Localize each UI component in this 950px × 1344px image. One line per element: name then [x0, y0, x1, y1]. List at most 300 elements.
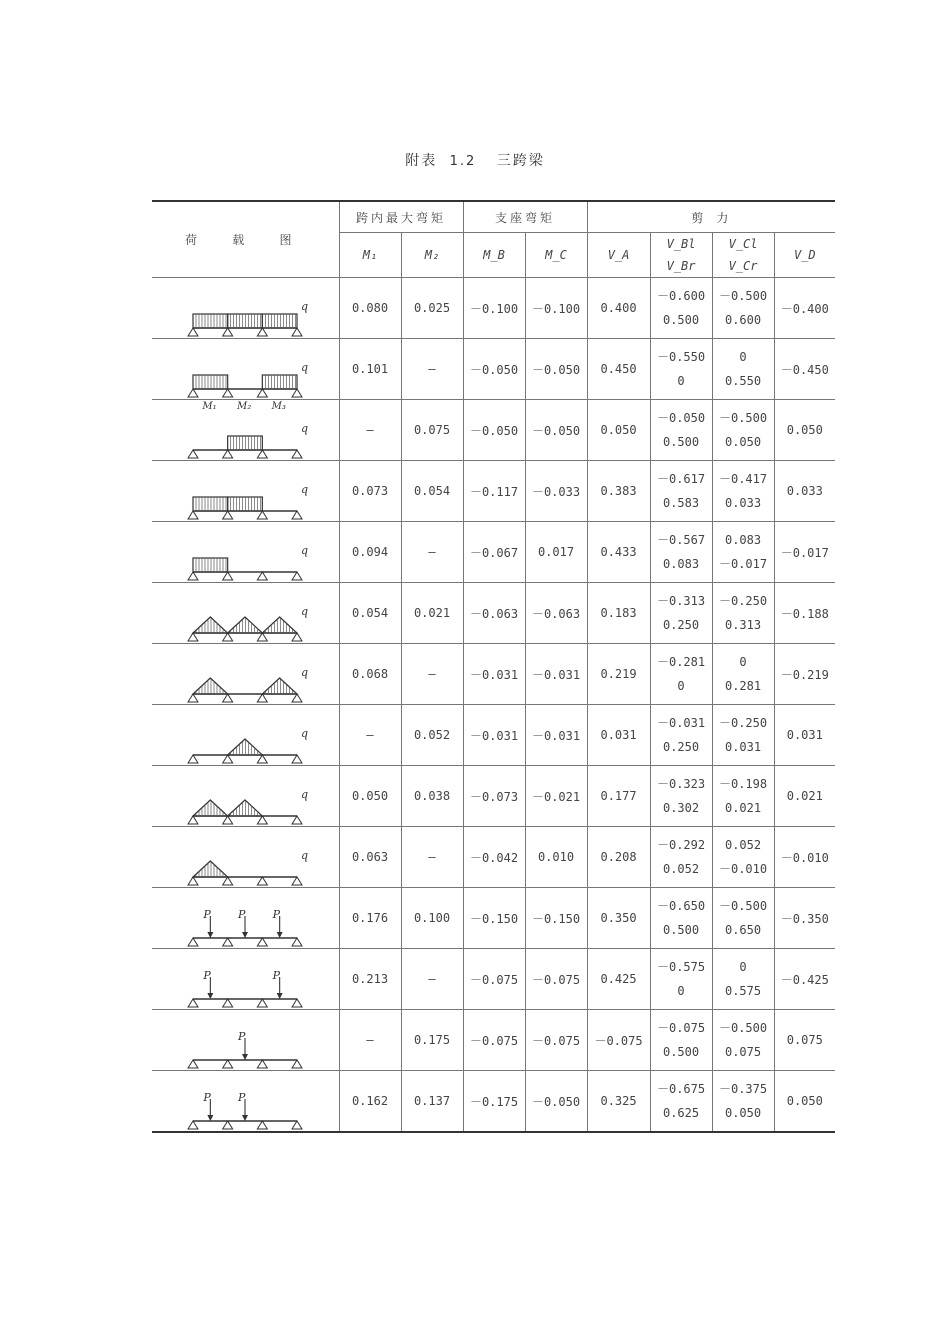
- triangular-load: [193, 617, 228, 633]
- uniform-load-block: [193, 375, 228, 389]
- table-row: [152, 583, 835, 644]
- cell-m2: —: [401, 339, 463, 400]
- support-icon: [188, 999, 198, 1007]
- header-vb-right: V_Br: [666, 259, 696, 273]
- cell-m2: 0.175: [401, 1010, 463, 1071]
- cell-vd: －0.219: [774, 644, 835, 705]
- cell-vc-left: 0: [739, 960, 747, 974]
- support-icon: [188, 1121, 198, 1129]
- load-diagram-cell: [152, 949, 339, 1010]
- cell-mc: －0.050: [525, 400, 587, 461]
- cell-vc: [712, 1071, 774, 1133]
- support-icon: [188, 877, 198, 885]
- cell-va: 0.177: [587, 766, 650, 827]
- support-icon: [292, 877, 302, 885]
- cell-vb: [650, 949, 712, 1010]
- support-icon: [188, 328, 198, 336]
- cell-mb: －0.150: [463, 888, 525, 949]
- support-icon: [223, 389, 233, 397]
- load-label-q: q: [301, 727, 309, 740]
- cell-vb-right: 0.250: [662, 740, 700, 754]
- load-diagram: [161, 644, 329, 704]
- cell-vc-right: －0.010: [718, 862, 768, 876]
- support-icon: [258, 755, 268, 763]
- cell-vb: [650, 888, 712, 949]
- table-row: [152, 1071, 835, 1133]
- load-diagram: [161, 888, 329, 948]
- cell-vc-left: －0.500: [718, 1021, 768, 1035]
- cell-vc: [712, 400, 774, 461]
- cell-vc-right: 0.031: [724, 740, 762, 754]
- cell-va: 0.400: [587, 278, 650, 339]
- cell-vb-right: 0.052: [662, 862, 700, 876]
- triangular-load: [228, 617, 263, 633]
- support-icon: [292, 450, 302, 458]
- cell-vc-left: －0.375: [718, 1082, 768, 1096]
- cell-vc-right: 0.650: [724, 923, 762, 937]
- cell-mb: －0.175: [463, 1071, 525, 1133]
- cell-mc: －0.100: [525, 278, 587, 339]
- cell-va: 0.219: [587, 644, 650, 705]
- cell-m1: —: [339, 400, 401, 461]
- table-row: [152, 949, 835, 1010]
- cell-m2: 0.021: [401, 583, 463, 644]
- load-diagram-cell: [152, 1071, 339, 1133]
- support-icon: [188, 755, 198, 763]
- cell-vd: 0.050: [774, 1071, 835, 1133]
- load-label-p: P: [238, 1091, 246, 1104]
- cell-vd: 0.033: [774, 461, 835, 522]
- cell-vb: [650, 644, 712, 705]
- load-diagram-cell: [152, 1010, 339, 1071]
- cell-vb-left: －0.281: [656, 655, 706, 669]
- cell-vc-right: 0.050: [724, 435, 762, 449]
- cell-mc: －0.033: [525, 461, 587, 522]
- support-icon: [188, 1060, 198, 1068]
- support-icon: [223, 633, 233, 641]
- load-label-q: q: [301, 849, 309, 862]
- cell-vb: [650, 400, 712, 461]
- support-icon: [292, 572, 302, 580]
- load-label-p: P: [272, 969, 281, 982]
- load-diagram-cell: [152, 827, 339, 888]
- header-mb: M_B: [463, 233, 525, 278]
- cell-vb-left: －0.031: [656, 716, 706, 730]
- cell-vd: －0.188: [774, 583, 835, 644]
- cell-vc: [712, 949, 774, 1010]
- table-row: [152, 827, 835, 888]
- title-number: 1.2: [449, 154, 477, 169]
- arrow-head-icon: [208, 1115, 214, 1121]
- table-row: [152, 1010, 835, 1071]
- cell-m1: 0.176: [339, 888, 401, 949]
- cell-m2: 0.137: [401, 1071, 463, 1133]
- triangular-load: [228, 800, 263, 816]
- title-name: 三跨梁: [496, 153, 545, 169]
- moment-label: M₂: [237, 401, 252, 412]
- cell-mc: －0.075: [525, 949, 587, 1010]
- uniform-load-block: [228, 497, 263, 511]
- cell-vb-left: －0.292: [656, 838, 706, 852]
- triangular-load: [263, 678, 298, 694]
- arrow-head-icon: [242, 1054, 248, 1060]
- support-icon: [292, 999, 302, 1007]
- cell-vb: [650, 278, 712, 339]
- load-diagram-cell: [152, 583, 339, 644]
- header-vb: [650, 233, 712, 278]
- cell-m1: 0.063: [339, 827, 401, 888]
- cell-vb-right: 0.500: [662, 313, 700, 327]
- cell-m1: 0.068: [339, 644, 401, 705]
- cell-m1: 0.094: [339, 522, 401, 583]
- support-icon: [188, 633, 198, 641]
- cell-vc-left: 0.052: [724, 838, 762, 852]
- support-icon: [292, 1121, 302, 1129]
- uniform-load-block: [228, 314, 263, 328]
- cell-mc: －0.031: [525, 705, 587, 766]
- moment-label: M₁: [202, 401, 217, 412]
- uniform-load-block: [263, 375, 298, 389]
- header-load-diagram: 荷 载 图: [152, 201, 339, 278]
- cell-mc: －0.031: [525, 644, 587, 705]
- load-diagram: [161, 1010, 329, 1070]
- cell-mb: －0.073: [463, 766, 525, 827]
- cell-vb-right: 0.500: [662, 435, 700, 449]
- support-icon: [188, 694, 198, 702]
- load-diagram: [161, 583, 329, 643]
- cell-mb: －0.031: [463, 644, 525, 705]
- cell-vb-left: －0.617: [656, 472, 706, 486]
- support-icon: [258, 328, 268, 336]
- cell-vb-left: －0.313: [656, 594, 706, 608]
- support-icon: [188, 816, 198, 824]
- load-diagram-cell: [152, 705, 339, 766]
- load-label-p: P: [203, 1091, 211, 1104]
- cell-m2: 0.025: [401, 278, 463, 339]
- table-row: [152, 644, 835, 705]
- cell-va: －0.075: [587, 1010, 650, 1071]
- arrow-head-icon: [242, 932, 248, 938]
- table-row: [152, 766, 835, 827]
- cell-vc-right: 0.281: [724, 679, 762, 693]
- support-icon: [223, 450, 233, 458]
- arrow-head-icon: [277, 993, 283, 999]
- cell-vb-right: 0.500: [662, 923, 700, 937]
- cell-mb: －0.063: [463, 583, 525, 644]
- header-vb-left: V_Bl: [666, 237, 696, 251]
- triangular-load: [193, 678, 228, 694]
- cell-m2: 0.052: [401, 705, 463, 766]
- support-icon: [223, 328, 233, 336]
- load-label-q: q: [301, 605, 309, 618]
- header-vc-left: V_Cl: [728, 237, 758, 251]
- cell-vc: [712, 705, 774, 766]
- load-diagram-cell: [152, 461, 339, 522]
- cell-vc: [712, 461, 774, 522]
- cell-vc-right: －0.017: [718, 557, 768, 571]
- support-icon: [258, 1060, 268, 1068]
- triangular-load: [193, 800, 228, 816]
- cell-mc: 0.017: [525, 522, 587, 583]
- arrow-head-icon: [277, 932, 283, 938]
- cell-vc-left: －0.198: [718, 777, 768, 791]
- load-diagram: [161, 949, 329, 1009]
- support-icon: [292, 816, 302, 824]
- load-diagram-cell: [152, 522, 339, 583]
- cell-vb-left: －0.567: [656, 533, 706, 547]
- cell-mb: －0.075: [463, 1010, 525, 1071]
- cell-vb: [650, 583, 712, 644]
- support-icon: [292, 755, 302, 763]
- cell-vc-left: －0.500: [718, 289, 768, 303]
- support-icon: [188, 572, 198, 580]
- header-mc: M_C: [525, 233, 587, 278]
- load-diagram: [161, 461, 329, 521]
- header-m2: M₂: [401, 233, 463, 278]
- cell-vb-right: 0.583: [662, 496, 700, 510]
- cell-va: 0.050: [587, 400, 650, 461]
- cell-vc-right: 0.313: [724, 618, 762, 632]
- support-icon: [258, 511, 268, 519]
- cell-vb-right: 0.302: [662, 801, 700, 815]
- cell-vd: 0.031: [774, 705, 835, 766]
- support-icon: [188, 938, 198, 946]
- load-diagram-cell: [152, 644, 339, 705]
- support-icon: [188, 389, 198, 397]
- support-icon: [223, 755, 233, 763]
- support-icon: [258, 816, 268, 824]
- triangular-load: [228, 739, 263, 755]
- cell-vc: [712, 644, 774, 705]
- table-row: [152, 705, 835, 766]
- cell-vb-left: －0.600: [656, 289, 706, 303]
- cell-m2: 0.075: [401, 400, 463, 461]
- support-icon: [258, 389, 268, 397]
- support-icon: [188, 511, 198, 519]
- cell-mb: －0.100: [463, 278, 525, 339]
- support-icon: [223, 1121, 233, 1129]
- load-label-q: q: [301, 300, 309, 313]
- uniform-load-block: [263, 314, 298, 328]
- uniform-load-block: [228, 436, 263, 450]
- cell-vc: [712, 888, 774, 949]
- header-vc: [712, 233, 774, 278]
- header-support-moment: 支座弯矩: [463, 201, 587, 233]
- arrow-head-icon: [242, 1115, 248, 1121]
- support-icon: [223, 877, 233, 885]
- cell-vb-right: 0: [677, 374, 685, 388]
- table-row: [152, 400, 835, 461]
- cell-mb: －0.042: [463, 827, 525, 888]
- cell-vc-right: 0.021: [724, 801, 762, 815]
- cell-vc: [712, 827, 774, 888]
- support-icon: [223, 511, 233, 519]
- cell-vc-left: －0.250: [718, 716, 768, 730]
- header-shear: 剪 力: [587, 201, 835, 233]
- cell-vb: [650, 705, 712, 766]
- support-icon: [223, 938, 233, 946]
- cell-vb-left: －0.323: [656, 777, 706, 791]
- cell-mb: －0.075: [463, 949, 525, 1010]
- cell-va: 0.433: [587, 522, 650, 583]
- arrow-head-icon: [208, 993, 214, 999]
- cell-vb-left: －0.650: [656, 899, 706, 913]
- cell-m2: 0.038: [401, 766, 463, 827]
- cell-va: 0.031: [587, 705, 650, 766]
- support-icon: [223, 1060, 233, 1068]
- cell-vb-right: 0.083: [662, 557, 700, 571]
- cell-mb: －0.117: [463, 461, 525, 522]
- cell-vc-right: 0.600: [724, 313, 762, 327]
- cell-va: 0.383: [587, 461, 650, 522]
- cell-vd: －0.350: [774, 888, 835, 949]
- load-diagram-cell: [152, 888, 339, 949]
- moment-label: M₃: [271, 401, 287, 412]
- cell-vb-left: －0.075: [656, 1021, 706, 1035]
- support-icon: [292, 328, 302, 336]
- support-icon: [292, 694, 302, 702]
- cell-vc-right: 0.575: [724, 984, 762, 998]
- load-label-q: q: [301, 544, 309, 557]
- support-icon: [258, 1121, 268, 1129]
- cell-vc: [712, 1010, 774, 1071]
- cell-m1: 0.162: [339, 1071, 401, 1133]
- cell-va: 0.350: [587, 888, 650, 949]
- cell-vc: [712, 278, 774, 339]
- load-diagram: [161, 278, 329, 338]
- uniform-load-block: [193, 558, 228, 572]
- cell-vb: [650, 827, 712, 888]
- cell-vb-right: 0: [677, 984, 685, 998]
- header-vc-right: V_Cr: [728, 259, 758, 273]
- cell-vb-right: 0.625: [662, 1106, 700, 1120]
- support-icon: [258, 633, 268, 641]
- load-diagram: [161, 522, 329, 582]
- cell-mc: －0.050: [525, 1071, 587, 1133]
- load-label-q: q: [301, 361, 309, 374]
- cell-mc: －0.075: [525, 1010, 587, 1071]
- cell-vc-left: 0: [739, 655, 747, 669]
- load-label-q: q: [301, 483, 309, 496]
- load-label-q: q: [301, 666, 309, 679]
- cell-vc: [712, 583, 774, 644]
- cell-va: 0.208: [587, 827, 650, 888]
- cell-m1: —: [339, 705, 401, 766]
- header-span-max-moment: 跨内最大弯矩: [339, 201, 463, 233]
- three-span-beam-table: [152, 200, 835, 1133]
- cell-vb: [650, 766, 712, 827]
- cell-m1: —: [339, 1010, 401, 1071]
- cell-vb: [650, 1010, 712, 1071]
- cell-vb-left: －0.675: [656, 1082, 706, 1096]
- load-diagram-cell: [152, 278, 339, 339]
- cell-m1: 0.080: [339, 278, 401, 339]
- cell-mc: 0.010: [525, 827, 587, 888]
- cell-vd: －0.400: [774, 278, 835, 339]
- triangular-load: [193, 861, 228, 877]
- cell-m2: 0.054: [401, 461, 463, 522]
- support-icon: [258, 572, 268, 580]
- cell-va: 0.425: [587, 949, 650, 1010]
- cell-vd: －0.450: [774, 339, 835, 400]
- cell-vd: 0.050: [774, 400, 835, 461]
- cell-mc: －0.050: [525, 339, 587, 400]
- support-icon: [223, 572, 233, 580]
- cell-vb-right: 0.500: [662, 1045, 700, 1059]
- load-diagram: [161, 705, 329, 765]
- cell-vc-left: 0: [739, 350, 747, 364]
- cell-va: 0.325: [587, 1071, 650, 1133]
- support-icon: [258, 694, 268, 702]
- support-icon: [258, 999, 268, 1007]
- support-icon: [258, 450, 268, 458]
- load-diagram: [161, 766, 329, 826]
- triangular-load: [263, 617, 298, 633]
- cell-vb: [650, 339, 712, 400]
- cell-mc: －0.150: [525, 888, 587, 949]
- title-label: 附表: [405, 153, 438, 169]
- cell-vb-left: －0.550: [656, 350, 706, 364]
- load-diagram: [161, 339, 329, 412]
- cell-vb-left: －0.050: [656, 411, 706, 425]
- load-label-p: P: [238, 908, 246, 921]
- cell-vc-right: 0.075: [724, 1045, 762, 1059]
- cell-vc: [712, 766, 774, 827]
- cell-m1: 0.054: [339, 583, 401, 644]
- cell-mb: －0.050: [463, 339, 525, 400]
- cell-vd: 0.021: [774, 766, 835, 827]
- cell-vd: 0.075: [774, 1010, 835, 1071]
- cell-m2: —: [401, 949, 463, 1010]
- arrow-head-icon: [208, 932, 214, 938]
- cell-vb: [650, 522, 712, 583]
- cell-va: 0.183: [587, 583, 650, 644]
- support-icon: [258, 938, 268, 946]
- header-m1: M₁: [339, 233, 401, 278]
- support-icon: [258, 877, 268, 885]
- table-row: [152, 461, 835, 522]
- table-row: [152, 888, 835, 949]
- load-label-p: P: [203, 969, 211, 982]
- cell-vb: [650, 1071, 712, 1133]
- support-icon: [223, 999, 233, 1007]
- support-icon: [223, 694, 233, 702]
- cell-vb-right: 0.250: [662, 618, 700, 632]
- table-row: [152, 522, 835, 583]
- cell-mc: －0.063: [525, 583, 587, 644]
- cell-m2: —: [401, 522, 463, 583]
- support-icon: [188, 450, 198, 458]
- cell-m1: 0.073: [339, 461, 401, 522]
- cell-m2: 0.100: [401, 888, 463, 949]
- cell-vc-right: 0.033: [724, 496, 762, 510]
- cell-vc-left: －0.417: [718, 472, 768, 486]
- header-va: V_A: [587, 233, 650, 278]
- cell-mb: －0.031: [463, 705, 525, 766]
- support-icon: [223, 816, 233, 824]
- cell-vc: [712, 522, 774, 583]
- cell-vc: [712, 339, 774, 400]
- cell-vb: [650, 461, 712, 522]
- cell-mb: －0.067: [463, 522, 525, 583]
- table-body: [152, 278, 835, 1133]
- load-diagram: [161, 827, 329, 887]
- load-diagram-cell: [152, 339, 339, 412]
- cell-vd: －0.017: [774, 522, 835, 583]
- cell-m2: —: [401, 644, 463, 705]
- header-vd: V_D: [774, 233, 835, 278]
- cell-vd: －0.425: [774, 949, 835, 1010]
